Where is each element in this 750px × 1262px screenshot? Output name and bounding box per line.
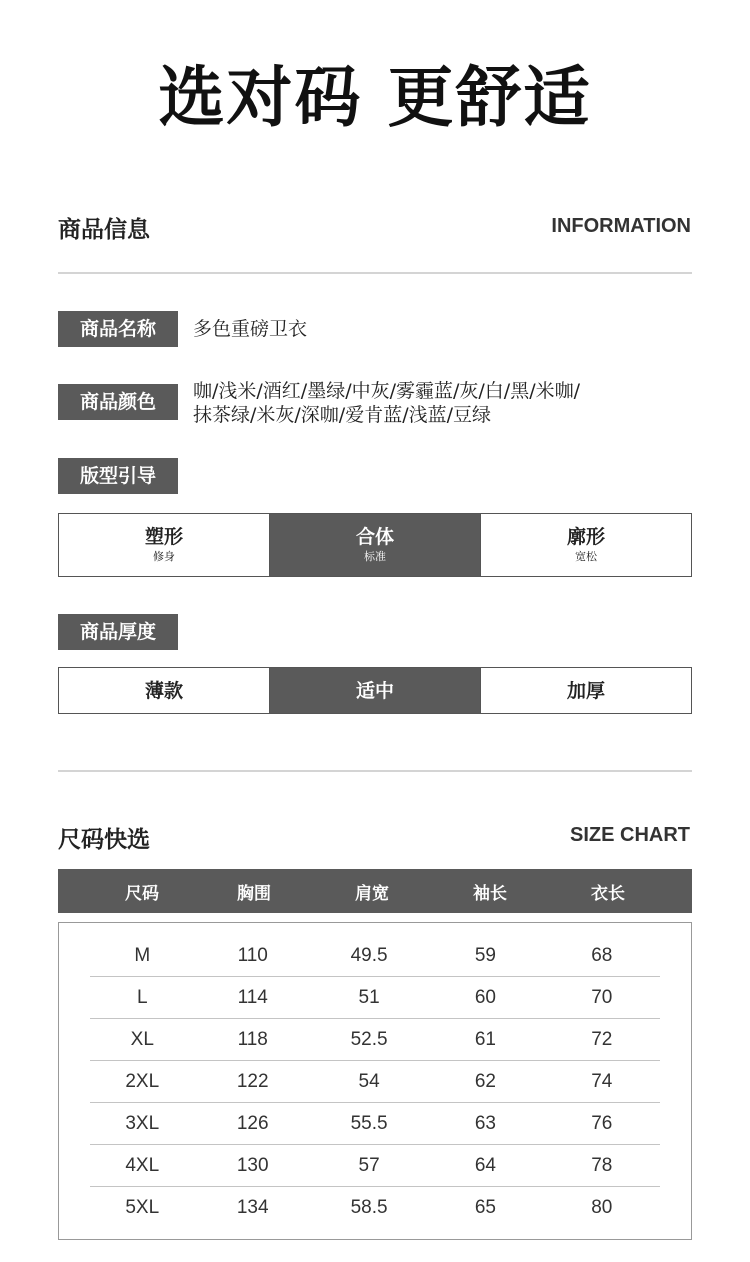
thickness-label: 商品厚度 (58, 614, 178, 650)
size-table-cell: 2XL (125, 1070, 160, 1092)
size-table-row (90, 1103, 660, 1145)
size-table-row (90, 935, 660, 977)
size-table-cell: 76 (591, 1112, 613, 1134)
fit-guide-label: 版型引导 (58, 458, 178, 494)
size-section-title-en: SIZE CHART (570, 824, 690, 846)
size-table-cell: 64 (474, 1154, 496, 1176)
size-table-cell: 114 (237, 986, 268, 1008)
size-table-cell: 134 (236, 1196, 269, 1218)
size-column-header: 袖长 (473, 883, 507, 904)
product-color-line-2: 抹茶绿/米灰/深咖/爱肯蓝/浅蓝/豆绿 (193, 404, 492, 426)
size-table-cell: 57 (358, 1154, 380, 1176)
fit-option-label: 合体 (355, 526, 394, 548)
size-table (58, 922, 692, 1240)
size-table-row (90, 1187, 660, 1228)
size-table-cell: L (136, 986, 148, 1008)
size-column-header: 肩宽 (355, 883, 389, 904)
product-color-line-1: 咖/浅米/酒红/墨绿/中灰/雾霾蓝/灰/白/黑/米咖/ (193, 380, 581, 402)
size-table-cell: 118 (237, 1028, 268, 1050)
size-table-cell: 55.5 (350, 1112, 388, 1134)
fit-option-label: 廓形 (566, 526, 605, 548)
fit-option (59, 514, 270, 576)
size-table-cell: XL (130, 1028, 154, 1050)
size-table-header (58, 869, 692, 913)
size-column-header: 胸围 (237, 883, 271, 904)
size-table-cell: 59 (474, 944, 496, 966)
thickness-option-label: 加厚 (566, 679, 605, 702)
size-table-row (90, 1145, 660, 1187)
fit-option (270, 514, 481, 576)
size-table-cell: 110 (237, 944, 268, 966)
fit-option-sublabel: 修身 (153, 550, 175, 563)
size-table-cell: 62 (474, 1070, 496, 1092)
size-table-cell: 61 (474, 1028, 496, 1050)
thickness-option (481, 668, 691, 713)
size-table-row (90, 1061, 660, 1103)
info-section-title-en: INFORMATION (551, 215, 691, 237)
size-table-cell: 63 (474, 1112, 496, 1134)
info-section-title: 商品信息 (58, 217, 150, 243)
size-table-cell: 4XL (125, 1154, 160, 1176)
size-table-cell: 130 (236, 1154, 269, 1176)
thickness-option-label: 薄款 (144, 679, 183, 702)
thickness-selector (58, 667, 692, 714)
size-table-cell: 5XL (125, 1196, 160, 1218)
size-table-cell: 78 (591, 1154, 613, 1176)
divider (58, 272, 692, 274)
size-table-cell: 68 (591, 944, 613, 966)
fit-option-sublabel: 宽松 (575, 550, 597, 563)
size-table-cell: 60 (474, 986, 496, 1008)
fit-option-label: 塑形 (144, 526, 183, 548)
size-table-cell: 49.5 (350, 944, 388, 966)
thickness-option (59, 668, 270, 713)
size-column-header: 衣长 (591, 883, 625, 904)
size-column-header: 尺码 (125, 883, 159, 904)
size-table-cell: 58.5 (350, 1196, 388, 1218)
size-table-cell: 70 (591, 986, 613, 1008)
size-table-cell: 122 (236, 1070, 269, 1092)
size-section-title: 尺码快选 (58, 827, 150, 853)
hero-title: 选对码 更舒适 (158, 59, 592, 136)
thickness-option-label: 适中 (355, 679, 394, 702)
divider (58, 770, 692, 772)
product-name-label: 商品名称 (58, 311, 178, 347)
size-table-cell: 51 (358, 986, 380, 1008)
size-table-cell: 3XL (125, 1112, 160, 1134)
size-table-cell: 80 (591, 1196, 613, 1218)
size-table-row (90, 1019, 660, 1061)
product-name-value: 多色重磅卫衣 (193, 318, 308, 340)
size-table-cell: M (134, 944, 151, 966)
fit-guide-selector (58, 513, 692, 577)
size-table-cell: 74 (591, 1070, 613, 1092)
size-table-cell: 54 (358, 1070, 380, 1092)
size-table-cell: 65 (474, 1196, 496, 1218)
size-table-cell: 72 (591, 1028, 613, 1050)
size-table-cell: 52.5 (350, 1028, 388, 1050)
product-color-label: 商品颜色 (58, 384, 178, 420)
fit-option-sublabel: 标准 (364, 550, 386, 563)
size-table-cell: 126 (236, 1112, 269, 1134)
size-table-row (90, 977, 660, 1019)
thickness-option (270, 668, 481, 713)
fit-option (481, 514, 691, 576)
